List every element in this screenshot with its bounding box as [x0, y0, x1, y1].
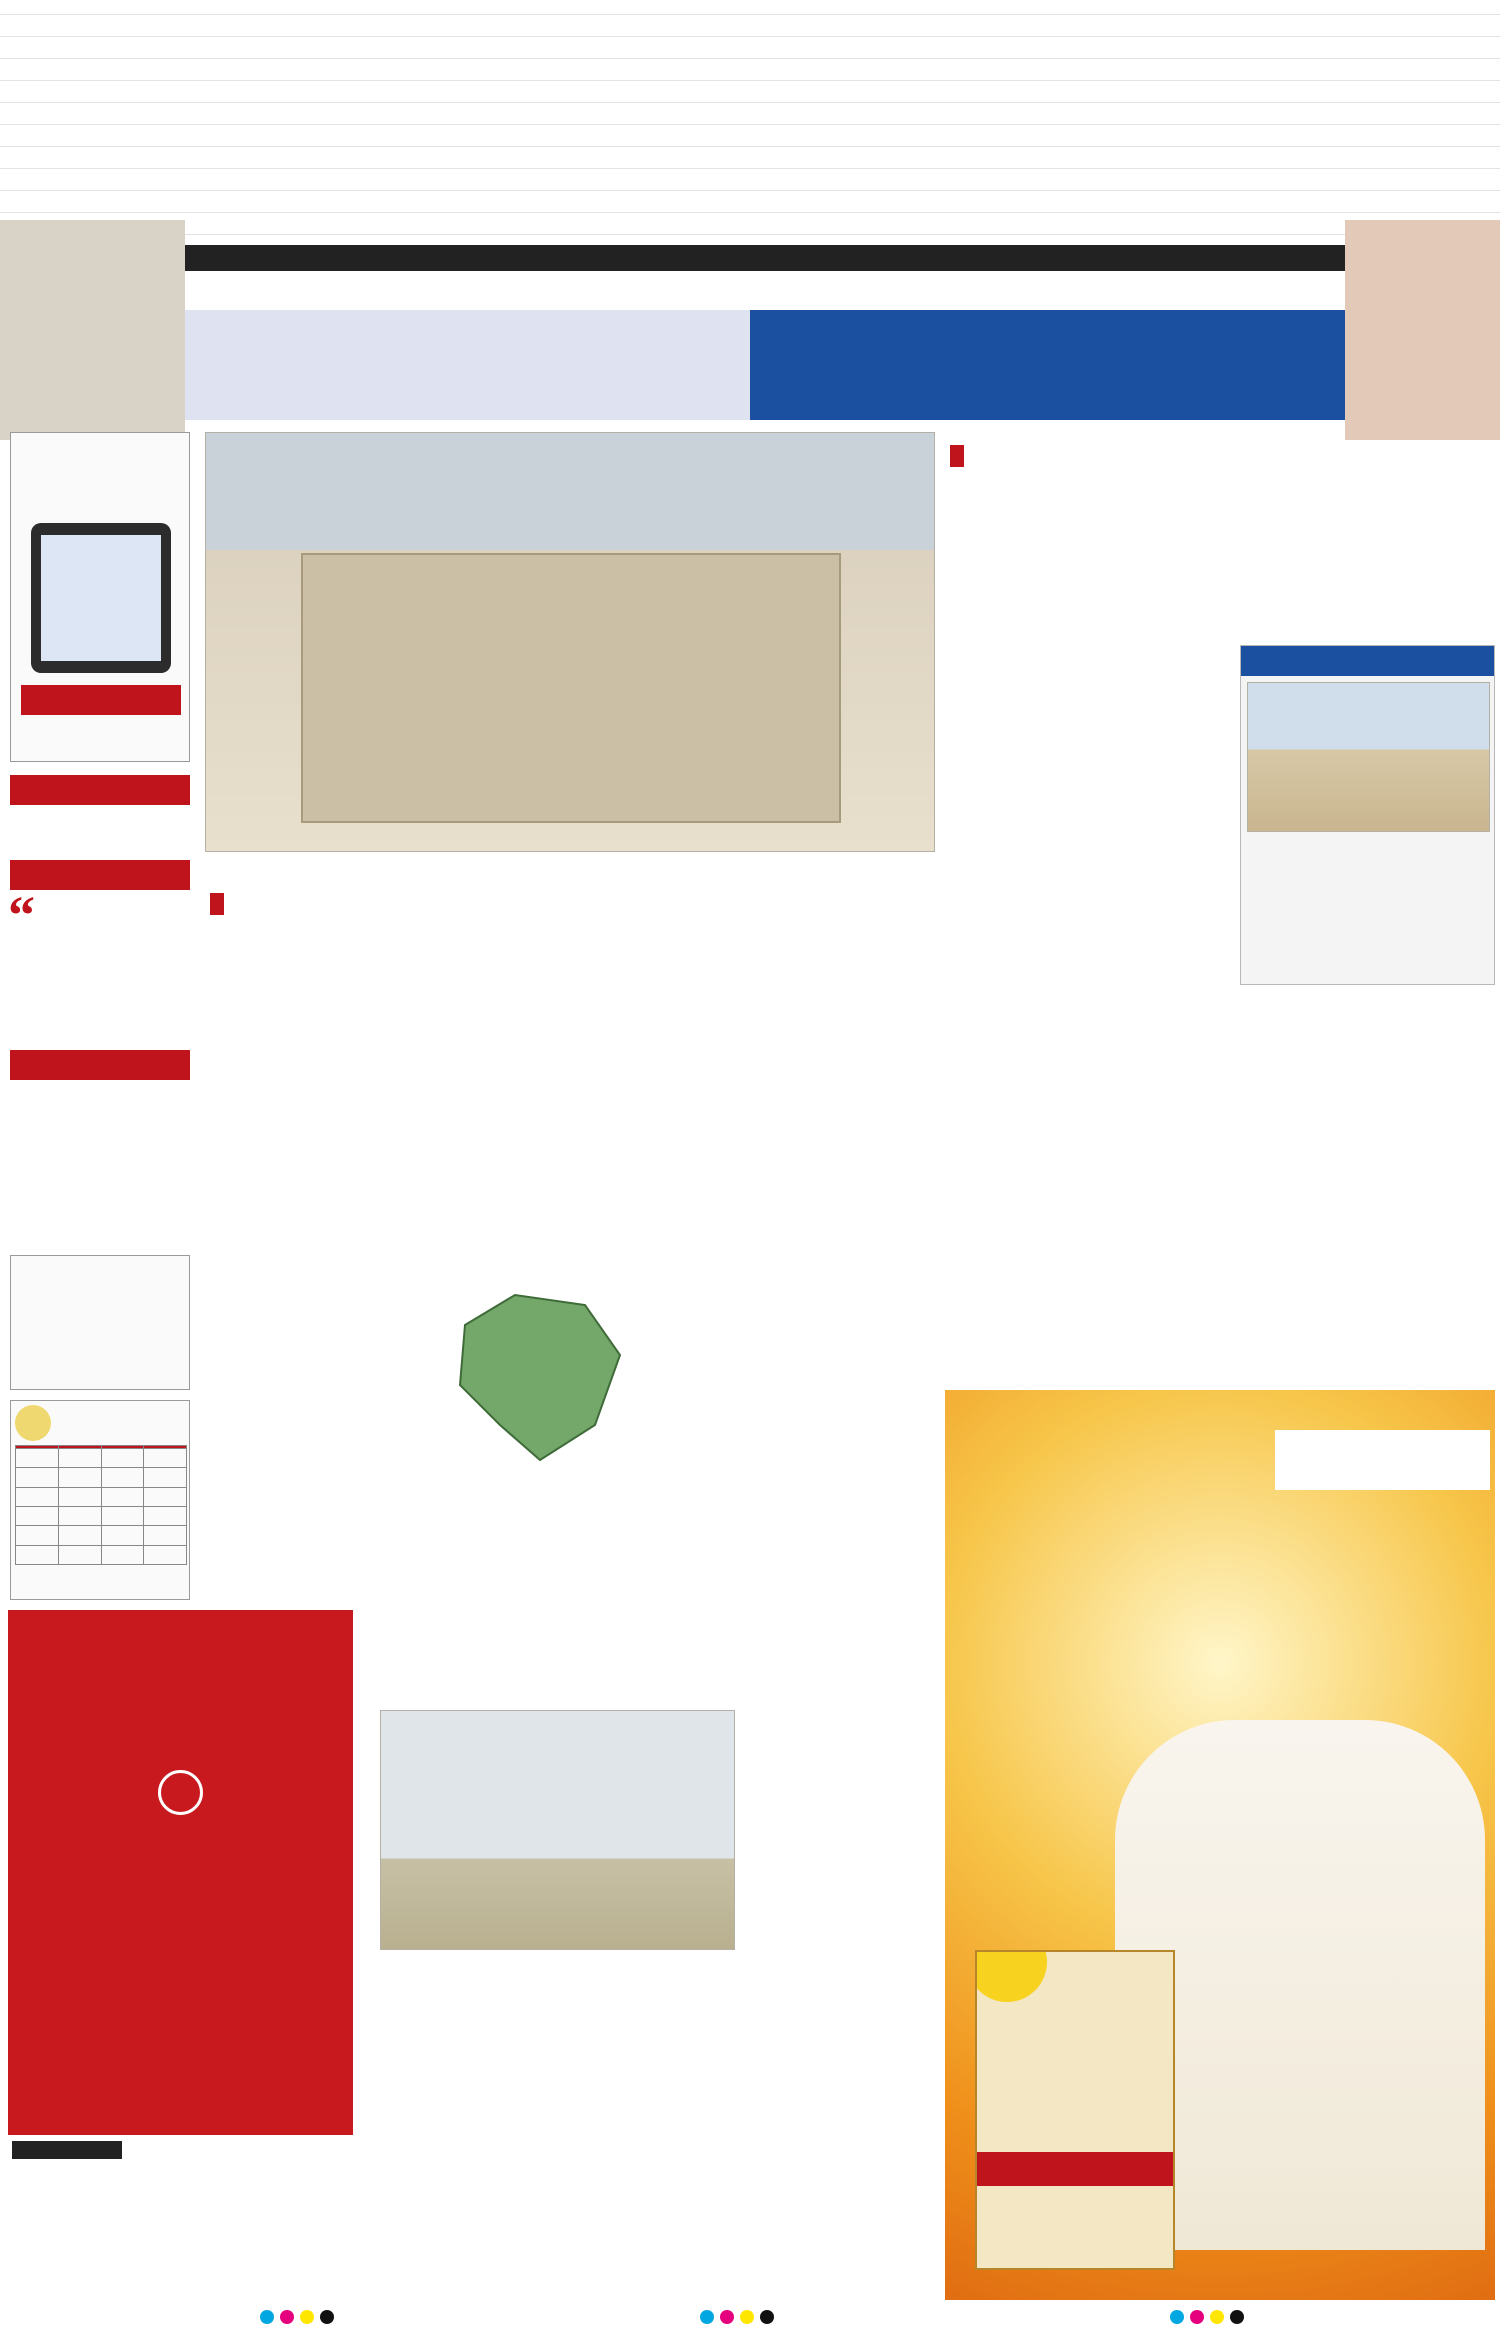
table-row	[16, 1526, 187, 1545]
masthead-price	[1240, 275, 1340, 305]
sidebar-bullet-0	[1249, 840, 1489, 866]
masthead-title	[430, 10, 1070, 190]
egg-table-brand	[115, 1407, 187, 1427]
print-mark-magenta	[1190, 2310, 1204, 2324]
print-mark-cyan	[700, 2310, 714, 2324]
top-strip-right-headline	[870, 316, 1330, 352]
table-cell	[144, 1487, 187, 1506]
table-cell	[144, 1526, 187, 1545]
ad-right-footer	[1195, 2230, 1485, 2290]
table-cell	[101, 1449, 144, 1468]
phone-mockup	[31, 523, 171, 673]
box3-body	[10, 1084, 190, 1244]
table-cell	[58, 1468, 101, 1487]
table-cell	[101, 1506, 144, 1525]
story-missile-headline	[360, 1610, 780, 1710]
story-missile-caption	[380, 1955, 735, 1975]
table-row	[16, 1487, 187, 1506]
table-cell	[101, 1545, 144, 1564]
turtle-logo-icon	[158, 1770, 203, 1815]
map-shape-icon	[445, 1275, 630, 1475]
missile-photo	[380, 1710, 735, 1950]
story-main-kicker	[232, 885, 932, 921]
table-cell	[16, 1449, 59, 1468]
promo-box	[10, 432, 190, 762]
egg-table-date	[55, 1409, 115, 1425]
ad-left-brand	[8, 1825, 353, 1875]
print-mark-yellow	[740, 2310, 754, 2324]
print-mark-cyan	[260, 2310, 274, 2324]
table-row	[16, 1506, 187, 1525]
parliament-photo	[1247, 682, 1490, 832]
ad-left-website	[14, 2263, 214, 2293]
masthead-issue-line	[190, 275, 400, 305]
masthead-url-line	[410, 275, 1230, 305]
ad-left-stores-label	[12, 2141, 122, 2159]
promo-sub	[21, 723, 181, 753]
egg-table	[15, 1445, 187, 1565]
box1-title	[10, 775, 190, 805]
egg-table-box	[10, 1400, 190, 1600]
page-number	[1440, 2290, 1490, 2310]
promo-caption	[21, 685, 181, 715]
table-cell	[144, 1468, 187, 1487]
story-lead-kicker-marker	[950, 445, 964, 467]
table-cell	[144, 1506, 187, 1525]
egg-table-logo	[15, 1405, 51, 1441]
table-cell	[16, 1468, 59, 1487]
table-cell	[58, 1526, 101, 1545]
top-strip-left-headline	[245, 316, 685, 352]
ad-right-pack-badge	[975, 1950, 1047, 2002]
table-cell	[144, 1545, 187, 1564]
ad-right-pack-name	[977, 2152, 1173, 2186]
promo-visit-label	[21, 443, 181, 471]
story-main-headline	[205, 945, 935, 1055]
masthead-photo-left	[0, 220, 185, 440]
ad-left	[8, 1610, 353, 2300]
sidebar-bullet-1	[1249, 868, 1489, 894]
sidebar-bullet-2	[1249, 896, 1489, 922]
print-mark-black	[320, 2310, 334, 2324]
story-is-headline	[750, 1610, 935, 1710]
story-missile-dateline	[400, 1985, 720, 2005]
story-lead-kicker	[972, 437, 1492, 473]
table-row	[16, 1468, 187, 1487]
ad-left-store-panel	[8, 2135, 353, 2300]
table-row	[16, 1449, 187, 1468]
top-strip-left-number	[630, 318, 745, 414]
masthead-photo-right	[1345, 220, 1500, 440]
sidebar-box	[1240, 645, 1495, 985]
lead-photo	[205, 432, 935, 852]
table-cell	[16, 1545, 59, 1564]
sculpture-text	[326, 723, 826, 783]
odisha-map	[445, 1275, 630, 1475]
egg-table-footer	[15, 1569, 187, 1597]
sidebar-box-title	[1241, 646, 1495, 676]
box3-title	[10, 1050, 190, 1080]
table-cell	[16, 1506, 59, 1525]
phone-screen	[41, 535, 161, 661]
lead-photo-caption	[205, 855, 935, 877]
quote-mark-icon: “	[8, 888, 35, 938]
print-mark-yellow	[300, 2310, 314, 2324]
story-lead-continued	[1400, 1345, 1495, 1367]
box4-body	[17, 1262, 185, 1384]
masthead-date-line	[590, 247, 1150, 269]
ad-right-brand	[1280, 1435, 1485, 1461]
ad-left-stores	[14, 2163, 348, 2258]
story-missile-body	[360, 2008, 740, 2298]
table-row	[16, 1545, 187, 1564]
print-mark-magenta	[720, 2310, 734, 2324]
table-cell	[101, 1526, 144, 1545]
story-lead-dateline	[945, 640, 1245, 660]
sidebar-bullet-4	[1249, 952, 1489, 978]
story-lead-headline	[945, 500, 1495, 610]
table-cell	[58, 1487, 101, 1506]
top-strip-right	[750, 310, 1345, 420]
table-cell	[16, 1487, 59, 1506]
print-mark-black	[760, 2310, 774, 2324]
sidebar-bullet-3	[1249, 924, 1489, 950]
print-mark-magenta	[280, 2310, 294, 2324]
table-cell	[144, 1449, 187, 1468]
ad-right-pack	[975, 1950, 1175, 2270]
print-mark-cyan	[1170, 2310, 1184, 2324]
promo-site-url	[15, 475, 187, 501]
print-mark-yellow	[1210, 2310, 1224, 2324]
box2-body	[20, 896, 190, 1046]
table-cell	[58, 1545, 101, 1564]
top-strip-left-body	[225, 358, 695, 414]
top-strip-right-number	[756, 318, 856, 414]
table-cell	[16, 1526, 59, 1545]
box4	[10, 1255, 190, 1390]
box2-title	[10, 860, 190, 890]
top-strip-right-body	[870, 358, 1330, 414]
box1-value	[10, 808, 190, 850]
ad-right-tagline	[985, 1530, 1455, 1700]
masthead-subtitle	[600, 190, 900, 230]
story-is-body	[750, 1742, 935, 2298]
ad-right	[945, 1390, 1495, 2300]
table-cell	[58, 1506, 101, 1525]
story-is-dateline	[750, 1720, 935, 1740]
print-mark-black	[1230, 2310, 1244, 2324]
table-cell	[101, 1468, 144, 1487]
story-lead-body	[945, 662, 1230, 1342]
story-main-kicker-marker	[210, 893, 224, 915]
ad-left-sale	[8, 1875, 353, 2005]
table-cell	[101, 1487, 144, 1506]
table-cell	[58, 1449, 101, 1468]
